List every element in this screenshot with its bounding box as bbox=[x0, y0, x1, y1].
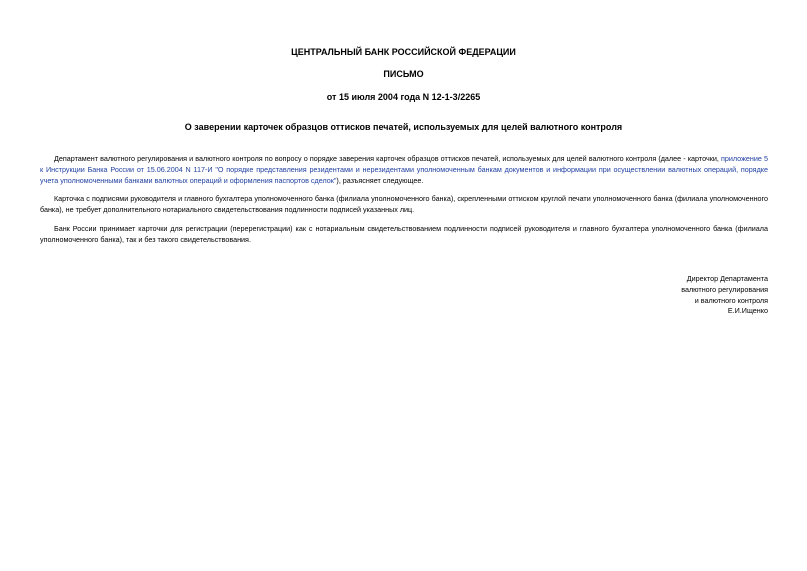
document-subject: О заверении карточек образцов оттисков печатей, используемых для целей валютного контроля bbox=[184, 122, 623, 132]
signature-title-line-1: Директор Департамента bbox=[686, 274, 768, 283]
paragraph-3: Банк России принимает карточки для регистрации (перерегистрации) как с нотариальным свидетельствованием подлинности подписей руководителя и главного бухгалтера уполномоченного банка (филиала уполномоченного банка), так и без такого свидетельствования. bbox=[40, 224, 768, 244]
paragraph-2: Карточка с подписями руководителя и главного бухгалтера уполномоченного банка (филиала уполномоченного банка), скрепленными оттиском круглой печати уполномоченного банка (филиала уполномоченного банка), не требует дополнительного нотариального свидетельствования подлинности подписей указанных лиц. bbox=[40, 194, 768, 214]
paragraph-1 bbox=[40, 154, 768, 186]
paragraph-1-text-after: ), разъясняет следующее. bbox=[336, 175, 424, 185]
signature-title-line-3: и валютного контроля bbox=[694, 295, 768, 305]
instruction-link[interactable]: приложение 5 к Инструкции Банка России от 15.06.2004 N 117-И "О порядке представления резидентами и нерезидентами уполномоченным банкам документов и информации при осуществлении валютных операций, порядке учета уполномоченными банками валютных операций и оформления паспортов сделок" bbox=[40, 154, 768, 185]
document-date-number: от 15 июля 2004 года N 12-1-3/2265 bbox=[326, 92, 481, 102]
organization-title: ЦЕНТРАЛЬНЫЙ БАНК РОССИЙСКОЙ ФЕДЕРАЦИИ bbox=[291, 47, 516, 57]
signature-block bbox=[681, 274, 768, 317]
paragraph-1-text-before: Департамент валютного регулирования и валютного контроля по вопросу о порядке заверения карточек образцов оттисков печатей, используемых для целей валютного контроля (далее - карточки, bbox=[54, 154, 721, 163]
document-type: ПИСЬМО bbox=[383, 69, 424, 79]
signatory-name: Е.И.Ищенко bbox=[727, 306, 768, 316]
signature-title-line-2: валютного регулирования bbox=[681, 284, 768, 294]
